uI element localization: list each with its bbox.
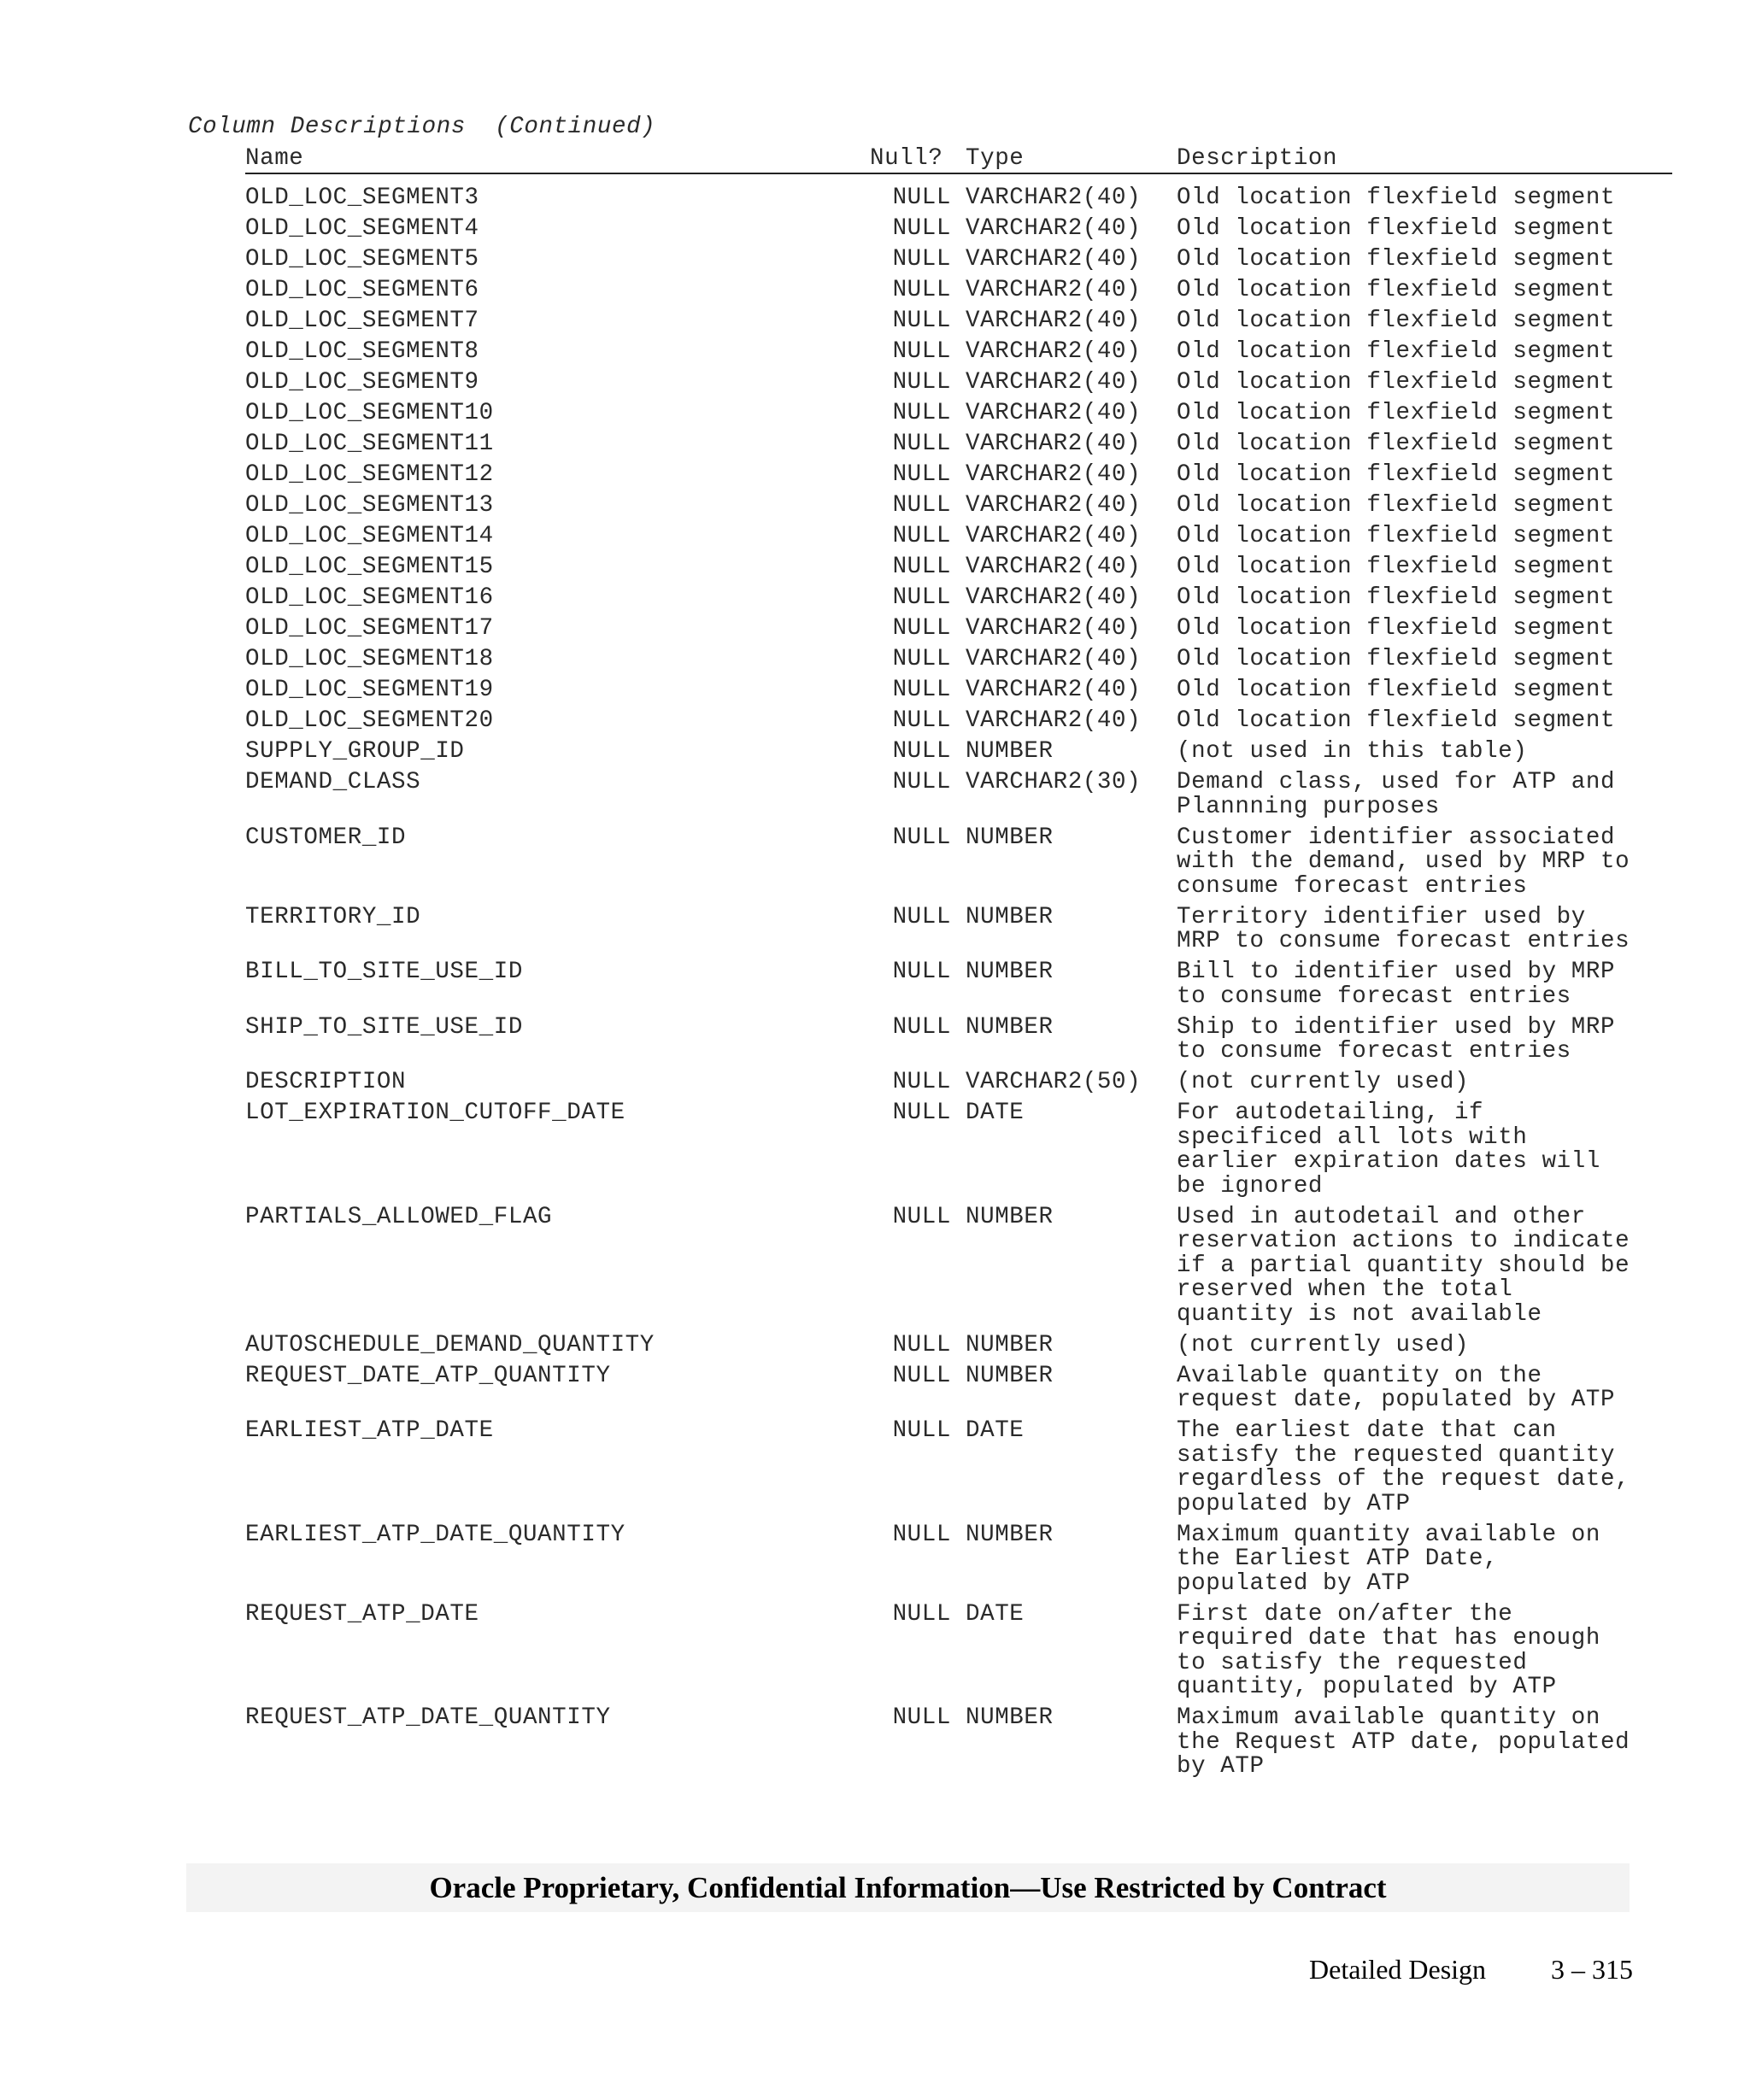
column-type: VARCHAR2(40): [966, 554, 1142, 580]
column-type: NUMBER: [966, 959, 1054, 985]
column-description: Old location flexfield segment: [1177, 646, 1616, 672]
column-name: SHIP_TO_SITE_USE_ID: [245, 1013, 523, 1041]
column-null: NULL: [892, 1521, 951, 1548]
column-type: VARCHAR2(40): [966, 308, 1142, 334]
column-description: Available quantity on the request date, populated by ATP: [1177, 1362, 1616, 1413]
column-null: NULL: [892, 492, 951, 519]
column-type: NUMBER: [966, 1013, 1054, 1041]
page-number: 3 – 315: [1551, 1954, 1633, 1985]
column-description: The earliest date that can satisfy the requested quantity regardless of the request date, populated by ATP: [1177, 1417, 1630, 1517]
column-name: OLD_LOC_SEGMENT11: [245, 431, 494, 457]
column-name: CUSTOMER_ID: [245, 824, 407, 851]
column-name: OLD_LOC_SEGMENT5: [245, 246, 479, 273]
column-name: EARLIEST_ATP_DATE: [245, 1417, 494, 1444]
column-description: Old location flexfield segment: [1177, 584, 1616, 611]
column-name: TERRITORY_ID: [245, 903, 421, 930]
column-description: Old location flexfield segment: [1177, 707, 1616, 734]
column-description: Old location flexfield segment: [1177, 461, 1616, 488]
column-name: REQUEST_ATP_DATE_QUANTITY: [245, 1704, 611, 1731]
column-null: NULL: [892, 554, 951, 580]
column-description: (not currently used): [1177, 1331, 1470, 1358]
column-description: Old location flexfield segment: [1177, 677, 1616, 703]
column-description: Old location flexfield segment: [1177, 246, 1616, 273]
column-type: VARCHAR2(40): [966, 677, 1142, 703]
column-null: NULL: [892, 959, 951, 985]
column-null: NULL: [892, 338, 951, 365]
column-description: Old location flexfield segment: [1177, 338, 1616, 365]
column-name: OLD_LOC_SEGMENT10: [245, 400, 494, 426]
column-type: VARCHAR2(40): [966, 646, 1142, 672]
column-name: SUPPLY_GROUP_ID: [245, 738, 465, 765]
column-description: Customer identifier associated with the demand, used by MRP to consume forecast entries: [1177, 824, 1630, 900]
column-null: NULL: [892, 646, 951, 672]
column-type: VARCHAR2(40): [966, 277, 1142, 303]
column-description: Old location flexfield segment: [1177, 185, 1616, 211]
column-name: OLD_LOC_SEGMENT15: [245, 554, 494, 580]
column-name: AUTOSCHEDULE_DEMAND_QUANTITY: [245, 1331, 655, 1358]
confidential-banner: Oracle Proprietary, Confidential Information––Use Restricted by Contract: [186, 1863, 1630, 1912]
header-type: Type: [966, 145, 1025, 172]
column-null: NULL: [892, 1704, 951, 1731]
column-description: Old location flexfield segment: [1177, 215, 1616, 242]
column-name: OLD_LOC_SEGMENT8: [245, 338, 479, 365]
column-description: Old location flexfield segment: [1177, 615, 1616, 642]
column-name: PARTIALS_ALLOWED_FLAG: [245, 1203, 553, 1230]
column-description: Old location flexfield segment: [1177, 492, 1616, 519]
column-description: Old location flexfield segment: [1177, 554, 1616, 580]
column-type: VARCHAR2(40): [966, 369, 1142, 396]
column-type: VARCHAR2(40): [966, 185, 1142, 211]
column-name: OLD_LOC_SEGMENT17: [245, 615, 494, 642]
column-null: NULL: [892, 185, 951, 211]
column-type: NUMBER: [966, 903, 1054, 930]
column-type: VARCHAR2(40): [966, 523, 1142, 549]
column-type: VARCHAR2(40): [966, 400, 1142, 426]
column-name: OLD_LOC_SEGMENT6: [245, 277, 479, 303]
column-null: NULL: [892, 1013, 951, 1041]
column-type: NUMBER: [966, 1362, 1054, 1389]
column-name: OLD_LOC_SEGMENT4: [245, 215, 479, 242]
column-type: VARCHAR2(40): [966, 431, 1142, 457]
column-name: LOT_EXPIRATION_CUTOFF_DATE: [245, 1100, 625, 1126]
column-null: NULL: [892, 824, 951, 851]
column-type: VARCHAR2(40): [966, 615, 1142, 642]
column-null: NULL: [892, 677, 951, 703]
column-name: REQUEST_ATP_DATE: [245, 1600, 479, 1628]
footer-section-title: Detailed Design: [1309, 1954, 1487, 1985]
column-null: NULL: [892, 1100, 951, 1126]
column-null: NULL: [892, 400, 951, 426]
column-description: Old location flexfield segment: [1177, 400, 1616, 426]
column-null: NULL: [892, 308, 951, 334]
column-description: (not currently used): [1177, 1069, 1470, 1095]
section-title: Column Descriptions (Continued): [188, 114, 656, 140]
column-null: NULL: [892, 369, 951, 396]
column-description: Ship to identifier used by MRP to consume forecast entries: [1177, 1013, 1616, 1065]
column-description: Maximum available quantity on the Request ATP date, populated by ATP: [1177, 1704, 1630, 1780]
column-null: NULL: [892, 1600, 951, 1628]
column-null: NULL: [892, 461, 951, 488]
column-description: For autodetailing, if specificed all lots with earlier expiration dates will be ignored: [1177, 1100, 1600, 1200]
column-description: Old location flexfield segment: [1177, 523, 1616, 549]
column-name: EARLIEST_ATP_DATE_QUANTITY: [245, 1521, 625, 1548]
column-null: NULL: [892, 903, 951, 930]
column-null: NULL: [892, 707, 951, 734]
column-type: DATE: [966, 1417, 1025, 1444]
column-name: BILL_TO_SITE_USE_ID: [245, 959, 523, 985]
column-type: VARCHAR2(50): [966, 1069, 1142, 1095]
column-type: VARCHAR2(40): [966, 215, 1142, 242]
column-type: NUMBER: [966, 1521, 1054, 1548]
header-description: Description: [1177, 145, 1338, 172]
column-null: NULL: [892, 1331, 951, 1358]
column-type: NUMBER: [966, 1704, 1054, 1731]
column-name: OLD_LOC_SEGMENT16: [245, 584, 494, 611]
column-description: Old location flexfield segment: [1177, 308, 1616, 334]
column-description: First date on/after the required date that has enough to satisfy the requested quantity, populated by ATP: [1177, 1600, 1600, 1700]
column-null: NULL: [892, 431, 951, 457]
column-description: Territory identifier used by MRP to consume forecast entries: [1177, 903, 1630, 954]
column-description: Old location flexfield segment: [1177, 431, 1616, 457]
column-description: Used in autodetail and other reservation actions to indicate if a partial quantity should be reserved when the total quantity is not available: [1177, 1203, 1630, 1328]
column-null: NULL: [892, 1362, 951, 1389]
column-type: VARCHAR2(40): [966, 584, 1142, 611]
column-name: OLD_LOC_SEGMENT12: [245, 461, 494, 488]
column-type: DATE: [966, 1600, 1025, 1628]
column-null: NULL: [892, 1417, 951, 1444]
column-type: VARCHAR2(40): [966, 246, 1142, 273]
column-type: NUMBER: [966, 1203, 1054, 1230]
column-type: DATE: [966, 1100, 1025, 1126]
column-name: DEMAND_CLASS: [245, 769, 421, 795]
column-type: VARCHAR2(40): [966, 492, 1142, 519]
column-name: OLD_LOC_SEGMENT19: [245, 677, 494, 703]
column-null: NULL: [892, 1203, 951, 1230]
column-name: DESCRIPTION: [245, 1069, 407, 1095]
column-null: NULL: [892, 1069, 951, 1095]
column-name: OLD_LOC_SEGMENT14: [245, 523, 494, 549]
column-name: OLD_LOC_SEGMENT9: [245, 369, 479, 396]
column-description: (not used in this table): [1177, 738, 1528, 765]
column-type: NUMBER: [966, 824, 1054, 851]
column-null: NULL: [892, 277, 951, 303]
header-null: Null?: [870, 145, 943, 172]
column-name: OLD_LOC_SEGMENT3: [245, 185, 479, 211]
column-type: VARCHAR2(40): [966, 707, 1142, 734]
column-name: OLD_LOC_SEGMENT7: [245, 308, 479, 334]
column-description: Old location flexfield segment: [1177, 369, 1616, 396]
column-description: Demand class, used for ATP and Plannning purposes: [1177, 769, 1616, 820]
column-name: OLD_LOC_SEGMENT18: [245, 646, 494, 672]
column-null: NULL: [892, 523, 951, 549]
column-name: OLD_LOC_SEGMENT13: [245, 492, 494, 519]
column-null: NULL: [892, 215, 951, 242]
column-null: NULL: [892, 246, 951, 273]
column-name: OLD_LOC_SEGMENT20: [245, 707, 494, 734]
column-null: NULL: [892, 615, 951, 642]
column-description: Bill to identifier used by MRP to consume forecast entries: [1177, 959, 1616, 1010]
column-type: VARCHAR2(30): [966, 769, 1142, 795]
column-name: REQUEST_DATE_ATP_QUANTITY: [245, 1362, 611, 1389]
column-type: NUMBER: [966, 1331, 1054, 1358]
column-type: NUMBER: [966, 738, 1054, 765]
column-description: Old location flexfield segment: [1177, 277, 1616, 303]
column-null: NULL: [892, 738, 951, 765]
header-name: Name: [245, 145, 304, 172]
table-header: [245, 147, 1672, 174]
column-type: VARCHAR2(40): [966, 338, 1142, 365]
page-footer: [0, 1954, 1750, 1988]
column-null: NULL: [892, 769, 951, 795]
column-null: NULL: [892, 584, 951, 611]
column-type: VARCHAR2(40): [966, 461, 1142, 488]
column-description: Maximum quantity available on the Earliest ATP Date, populated by ATP: [1177, 1521, 1600, 1597]
